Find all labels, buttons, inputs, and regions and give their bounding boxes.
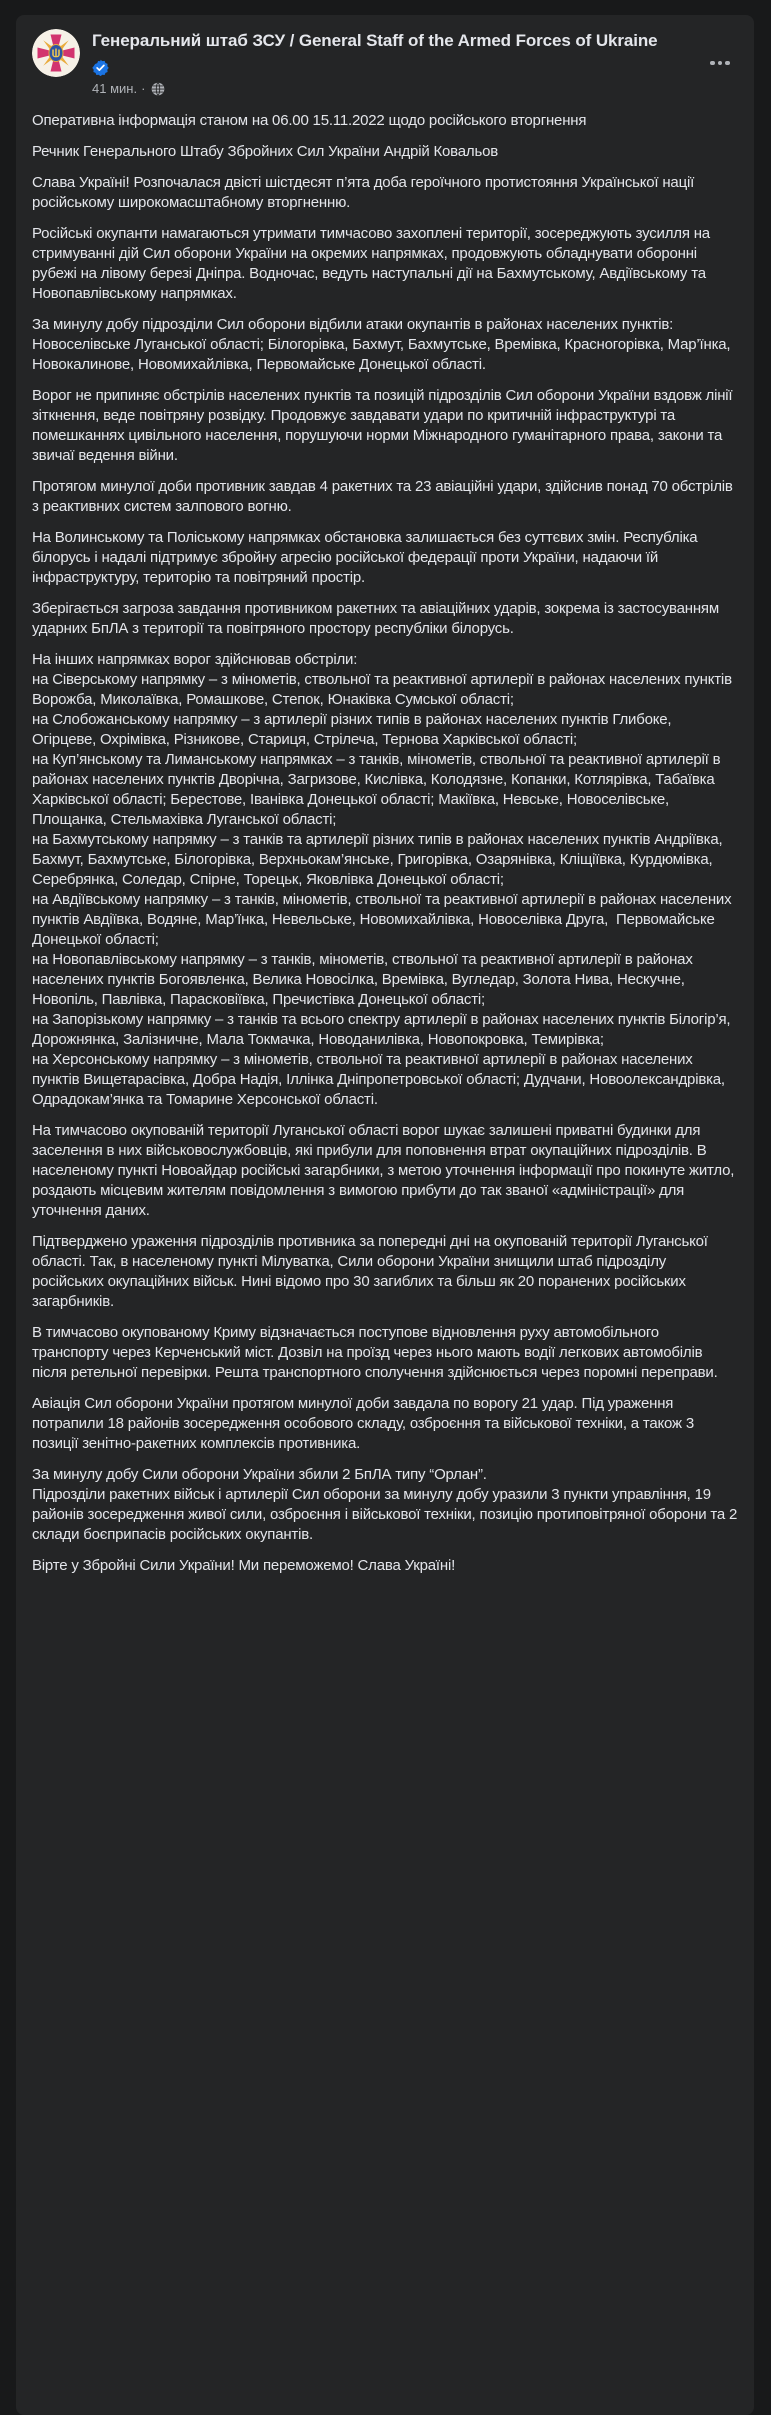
post-paragraph: Російські окупанти намагаються утримати тимчасово захоплені території, зосереджують зусилля на стримуванні дій Сил оборони України на окремих напрямках, продовжують обладнувати оборонні рубежі на лівому березі Дніпра. Водночас, ведуть наступальні дії на Бахмутському, Авдіївському та Новопавлівському напрямках. — [32, 225, 714, 302]
page-name-link[interactable]: Генеральний штаб ЗСУ / General Staff of the Armed Forces of Ukraine — [92, 31, 658, 50]
post-paragraph: За минулу добу підрозділи Сил оборони відбили атаки окупантів в районах населених пунктів: Новоселівське Луганської області; Білогорівка, Бахмут, Бахмутське, Времівка, Красногорівка, Мар’їнка, Новокалинове, Новомихайлівка, Первомайське Донецької області. — [32, 316, 735, 373]
post-menu-button[interactable] — [702, 45, 738, 81]
timestamp-link[interactable]: 41 мин. — [92, 81, 138, 96]
general-staff-emblem-icon — [32, 64, 80, 77]
post-paragraph: За минулу добу Сили оборони України збили 2 БпЛА типу “Орлан”. Підрозділи ракетних військ і артилерії Сил оборони за минулу добу уразили 3 пункти управління, 19 районів зосередження живої сили, озброєння і військової техніки, позицію протиповітряної оборони та 2 склади боєприпасів російських окупантів. — [32, 1466, 742, 1543]
post-paragraph: На Волинському та Поліському напрямках обстановка залишається без суттєвих змін. Республіка білорусь і надалі підтримує збройну агресію російської федерації проти України, надаючи їй інфраструктуру, територію та повітряний простір. — [32, 529, 702, 586]
post-paragraph: В тимчасово окупованому Криму відзначається поступове відновлення руху автомобільного транспорту через Керченський міст. Дозвіл на проїзд через нього мають водії легкових автомобілів після ретельної перевірки. Решта транспортного сполучення здійснюється через поромні переправи. — [32, 1324, 718, 1381]
post-paragraph: Оперативна інформація станом на 06.00 15.11.2022 щодо російського вторгнення — [32, 112, 587, 129]
badge-row — [92, 58, 738, 76]
post-paragraph: Вірте у Збройні Сили України! Ми переможемо! Слава Україні! — [32, 1557, 456, 1574]
meta-separator: · — [141, 81, 146, 96]
header-info — [92, 29, 738, 97]
verified-badge-icon — [92, 59, 109, 76]
post-paragraph: Підтверджено ураження підрозділів противника за попередні дні на окупованій території Луганської області. Так, в населеному пункті Мілуватка, Сили оборони України знищили штаб підрозділу російських окупаційних військ. Нині відомо про 30 загиблих та більш як 20 поранених російських загарбників. — [32, 1233, 712, 1310]
post-text — [32, 111, 742, 1576]
post-paragraph: На тимчасово окупованій території Луганської області ворог шукає залишені приватні будинки для заселення в них військовослужбовців, які прибули для поповнення втрат окупаційних підрозділів. В населеному пункті Новоайдар російські загарбники, з метою уточнення інформації про покинуте житло, роздають місцевим жителям повідомлення з вимогою прибути до так званої «адміністрації» для уточнення даних. — [32, 1122, 739, 1219]
avatar[interactable] — [32, 29, 80, 77]
post-paragraph: Авіація Сил оборони України протягом минулої доби завдала по ворогу 21 удар. Під ураження потрапили 18 районів зосередження особового складу, озброєння та військової техніки, а також 3 позиції зенітно-ракетних комплексів противника. — [32, 1395, 698, 1452]
meta-row — [92, 80, 738, 97]
post-paragraph: Зберігається загроза завдання противником ракетних та авіаційних ударів, зокрема із застосуванням ударних БпЛА з території та повітряного простору республіки білорусь. — [32, 600, 723, 637]
post-paragraph: Речник Генерального Штабу Збройних Сил України Андрій Ковальов — [32, 143, 498, 160]
post-paragraph: Ворог не припиняє обстрілів населених пунктів та позицій підрозділів Сил оборони України вздовж лінії зіткнення, веде повітряну розвідку. Продовжує завдавати удари по критичній інфраструктурі та помешканнях цивільного населення, порушуючи норми Міжнародного гуманітарного права, закони та звичаї ведення війни. — [32, 387, 737, 464]
post-paragraph: Протягом минулої доби противник завдав 4 ракетних та 23 авіаційні удари, здійснив понад 70 обстрілів з реактивних систем залпового вогню. — [32, 478, 737, 515]
globe-privacy-icon — [151, 82, 165, 96]
post-paragraph: Слава Україні! Розпочалася двісті шістдесят п’ята доба героїчного протистояння Української нації російському широкомасштабному вторгненню. — [32, 174, 699, 211]
post-header — [32, 29, 738, 97]
post-card — [16, 15, 754, 2415]
post-paragraph: На інших напрямках ворог здійснював обстріли: на Сіверському напрямку – з мінометів, ствольної та реактивної артилерії в районах населених пунктів Ворожба, Миколаївка, Ромашкове, Степок, Юнаківка Сумської області; на Слобожанському напрямку – з артилерії різних типів в районах населених пунктів Глибоке, Огірцеве, Охрімівка, Різникове, Стариця, Стрілеча, Тернова Харківської області; на Куп’янському та Лиманському напрямках – з танків, мінометів, ствольної та реактивної артилерії в районах населених пунктів Дворічна, Загризове, Кислівка, Колодязне, Копанки, Котлярівка, Табаївка Харківської області; Берестове, Іванівка Донецької області; Макіївка, Невське, Новоселівське, Площанка, Стельмахівка Луганської області; на Бахмутському напрямку – з танків та артилерії різних типів в районах населених пунктів Андріївка, Бахмут, Бахмутське, Білогорівка, Верхньокам’янське, Григорівка, Озарянівка, Кліщіївка, Курдюмівка, Серебрянка, Соледар, Спірне, Торецьк, Яковлівка Донецької області; на Авдіївському напрямку – з танків, мінометів, ствольної та реактивної артилерії в районах населених пунктів Авдіївка, Водяне, Мар’їнка, Невельське, Новомихайлівка, Новоселівка Друга, Первомайське Донецької області; на Новопавлівському напрямку – з танків, мінометів, ствольної та реактивної артилерії в районах населених пунктів Богоявленка, Велика Новосілка, Времівка, Вугледар, Золота Нива, Нескучне, Новопіль, Павлівка, Парасковіївка, Пречистівка Донецької області; на Запорізькому напрямку – з танків та всього спектру артилерії в районах населених пунктів Білогір’я, Дорожнянка, Залізничне, Мала Токмачка, Новоданилівка, Новопокровка, Темирівка; на Херсонському напрямку – з мінометів, ствольної та реактивної артилерії в районах населених пунктів Вищетарасівка, Добра Надія, Іллінка Дніпропетровської області; Дудчани, Новоолександрівка, Одрадокам’янка та Томарине Херсонської області. — [32, 651, 736, 1108]
ellipsis-icon — [710, 61, 730, 66]
